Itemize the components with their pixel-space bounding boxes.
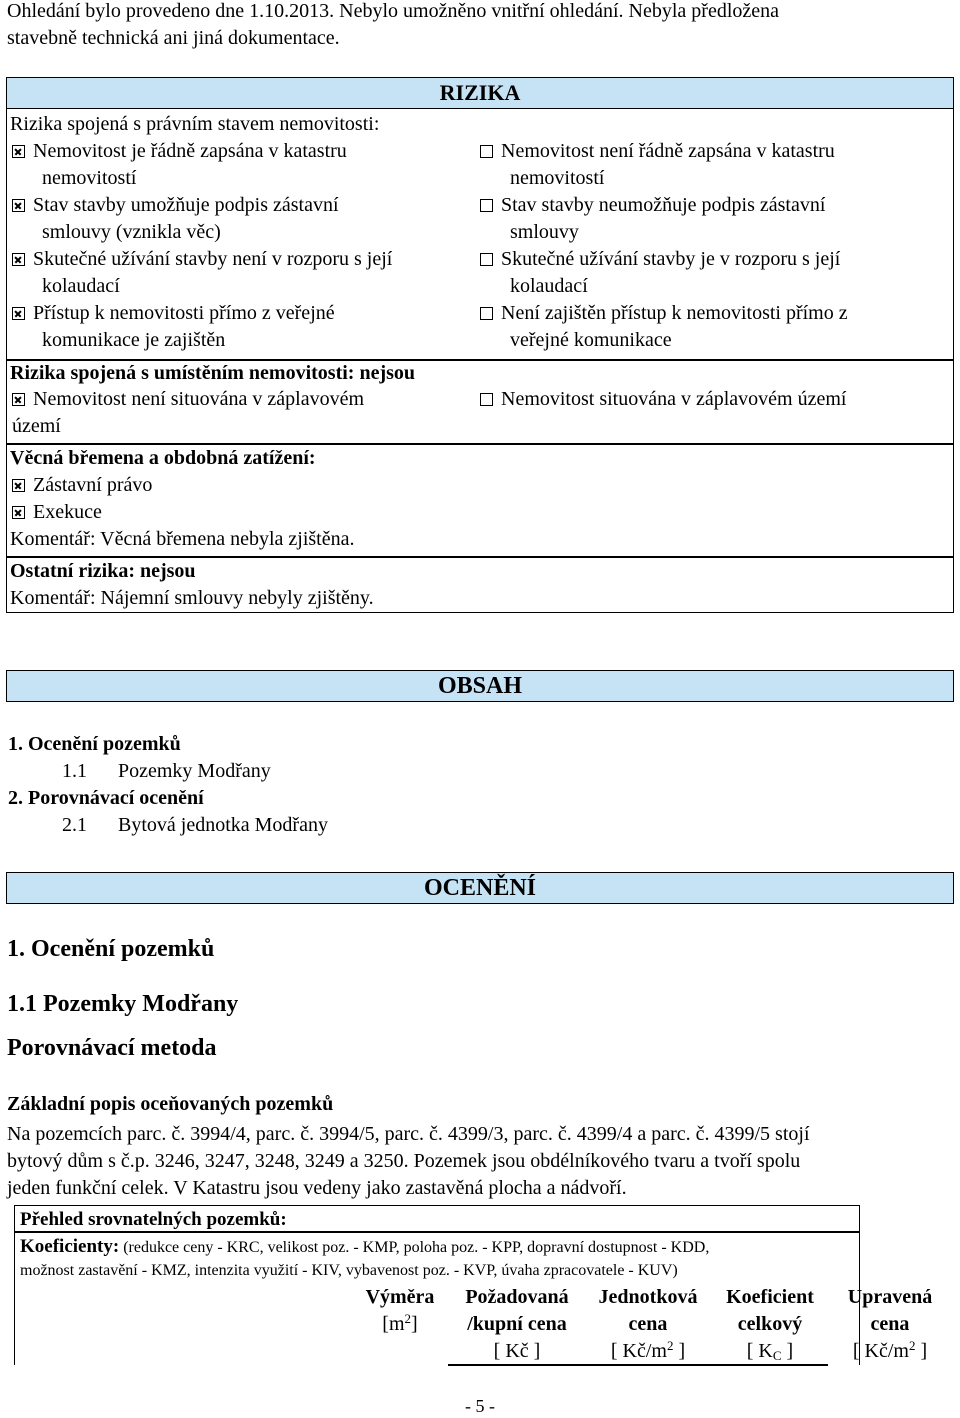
column-header-price: Požadovaná /kupní cena xyxy=(465,1286,569,1335)
contents-entry: 1.1 Pozemky Modřany xyxy=(62,760,271,782)
checked-box-icon[interactable] xyxy=(12,253,25,266)
easements-heading: Věcná břemena a obdobná zatížení: xyxy=(10,447,316,469)
risks-title: RIZIKA xyxy=(439,80,521,105)
column-unit-coefficient: [ $K_C$ ] xyxy=(746,1340,794,1363)
legal-item-left: Přístup k nemovitosti přímo z veřejné komunikace je zajištěn xyxy=(12,300,482,354)
other-risks-heading: Ostatní rizika: nejsou xyxy=(10,560,196,582)
legal-item-left: Nemovitost je řádně zapsána v katastru nemovitostí xyxy=(12,138,482,192)
checked-box-icon[interactable] xyxy=(12,393,25,406)
description-line: bytový dům s č.p. 3246, 3247, 3248, 3249 a 3250. Pozemek jsou obdélníkového tvaru a tvoří spolu xyxy=(7,1150,801,1172)
description-heading: Základní popis oceňovaných pozemků xyxy=(7,1093,334,1115)
valuation-heading-2: 1.1 Pozemky Modřany xyxy=(7,991,239,1017)
column-unit-price: [ Kč ] xyxy=(493,1340,541,1362)
coefficients-line-1: Koeficienty: (redukce ceny - KRC, velikost poz. - KMP, poloha poz. - KPP, dopravní dostupnost - KDD, xyxy=(20,1236,710,1257)
checked-box-icon[interactable] xyxy=(12,307,25,320)
other-risks-comment: Komentář: Nájemní smlouvy nebyly zjištěny. xyxy=(10,587,374,609)
legal-item-right: Stav stavby neumožňuje podpis zástavní smlouvy xyxy=(480,192,950,246)
contents-entry: 2.1 Bytová jednotka Modřany xyxy=(62,814,328,836)
easements-comment: Komentář: Věcná břemena nebyla zjištěna. xyxy=(10,528,355,550)
unchecked-box-icon[interactable] xyxy=(480,393,493,406)
valuation-heading-1: 1. Ocenění pozemků xyxy=(7,936,215,962)
legal-item-left: Skutečné užívání stavby není v rozporu s její kolaudací xyxy=(12,246,482,300)
legal-risks-heading: Rizika spojená s právním stavem nemovitosti: xyxy=(10,113,380,135)
contents-header-bar xyxy=(6,670,954,702)
location-item-left: Nemovitost není situována v záplavovém území xyxy=(12,388,365,437)
valuation-header-bar xyxy=(6,872,954,904)
easement-item: Exekuce xyxy=(12,499,102,526)
comparison-heading: Přehled srovnatelných pozemků: xyxy=(20,1209,287,1230)
table-header-underline xyxy=(448,1364,828,1366)
location-risks-heading: Rizika spojená s umístěním nemovitosti: nejsou xyxy=(10,362,416,384)
column-header-adjusted-price: Upravená cena xyxy=(847,1286,933,1335)
column-unit-unit-price: [ $Kč/m^2$ ] xyxy=(610,1338,686,1362)
legal-item-right: Nemovitost není řádně zapsána v katastru nemovitostí xyxy=(480,138,950,192)
checked-box-icon[interactable] xyxy=(12,506,25,519)
contents-entry: 1. Ocenění pozemků xyxy=(8,733,181,755)
column-unit-adjusted-price: [ $Kč/m^2$ ] xyxy=(852,1338,928,1362)
intro-line-2: stavebně technická ani jiná dokumentace. xyxy=(7,27,340,49)
column-header-unit-price: Jednotková cena xyxy=(598,1286,698,1335)
location-item-right: Nemovitost situována v záplavovém území xyxy=(480,386,950,413)
column-header-coefficient: Koeficient celkový xyxy=(726,1286,814,1335)
divider xyxy=(14,1231,860,1233)
checked-box-icon[interactable] xyxy=(12,199,25,212)
description-line: jeden funkční celek. V Katastru jsou vedeny jako zastavěná plocha a nádvoří. xyxy=(7,1177,627,1199)
valuation-title: OCENĚNÍ xyxy=(423,875,537,901)
easement-item: Zástavní právo xyxy=(12,472,152,499)
unchecked-box-icon[interactable] xyxy=(480,307,493,320)
legal-item-right: Skutečné užívání stavby je v rozporu s její kolaudací xyxy=(480,246,950,300)
column-header-area: Výměra $[m^2]$ xyxy=(365,1286,435,1335)
checked-box-icon[interactable] xyxy=(12,479,25,492)
legal-item-left: Stav stavby umožňuje podpis zástavní smlouvy (vznikla věc) xyxy=(12,192,482,246)
description-line: Na pozemcích parc. č. 3994/4, parc. č. 3994/5, parc. č. 4399/3, parc. č. 4399/4 a parc. č. 4399/5 stojí xyxy=(7,1123,810,1145)
unchecked-box-icon[interactable] xyxy=(480,145,493,158)
coefficients-line-2: možnost zastavění - KMZ, intenzita využití - KIV, vybavenost poz. - KVP, úvaha zpracovatele - KUV) xyxy=(20,1262,678,1279)
unchecked-box-icon[interactable] xyxy=(480,199,493,212)
unchecked-box-icon[interactable] xyxy=(480,253,493,266)
checked-box-icon[interactable] xyxy=(12,145,25,158)
intro-line-1: Ohledání bylo provedeno dne 1.10.2013. Nebylo umožněno vnitřní ohledání. Nebyla předložena xyxy=(7,0,780,22)
contents-title: OBSAH xyxy=(437,673,523,699)
contents-entry: 2. Porovnávací ocenění xyxy=(8,787,204,809)
page-number: - 5 - xyxy=(465,1396,495,1416)
valuation-heading-3: Porovnávací metoda xyxy=(7,1035,217,1061)
risks-header-bar xyxy=(6,77,954,109)
legal-item-right: Není zajištěn přístup k nemovitosti přímo z veřejné komunikace xyxy=(480,300,950,354)
